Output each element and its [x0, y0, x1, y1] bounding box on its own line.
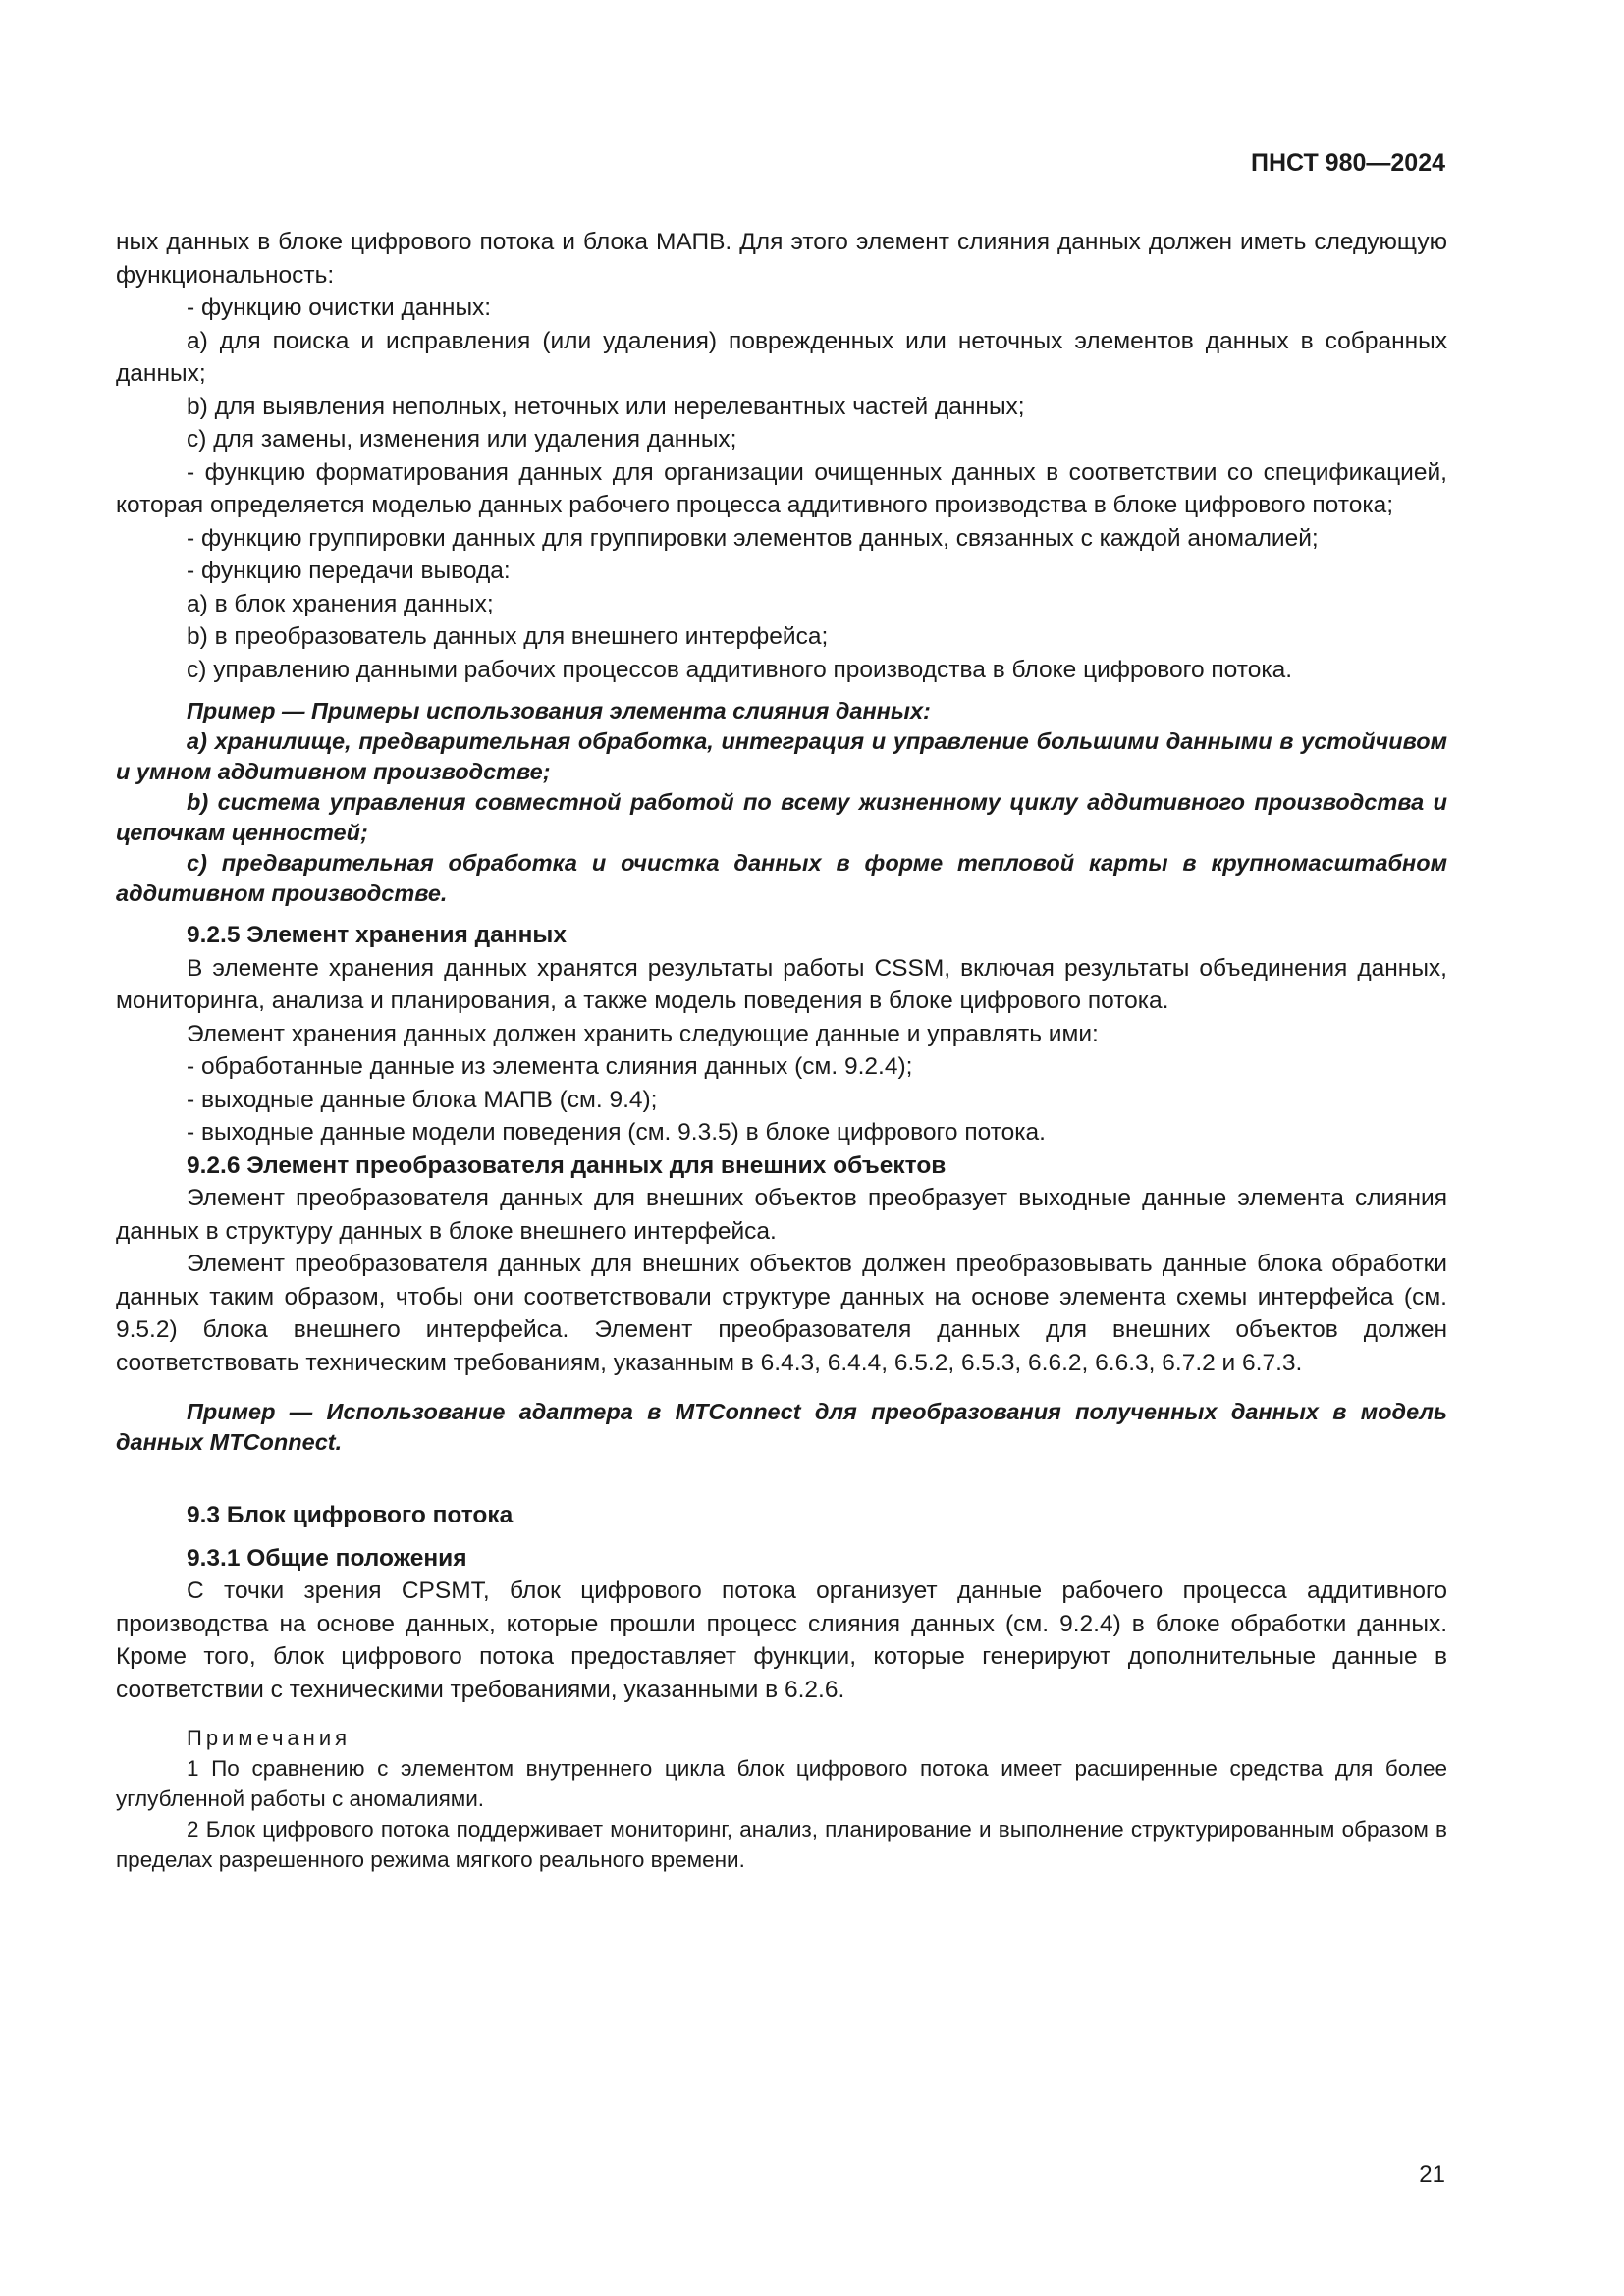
- list-item: b) в преобразователь данных для внешнего интерфейса;: [187, 623, 829, 650]
- section-heading-9-3-1: 9.3.1 Общие положения: [187, 1544, 467, 1572]
- list-item: - функцию группировки данных для группировки элементов данных, связанных с каждой аномалией;: [187, 524, 1319, 552]
- list-item: с) управлению данными рабочих процессов аддитивного производства в блоке цифрового потока.: [187, 656, 1293, 683]
- section-heading-9-2-5: 9.2.5 Элемент хранения данных: [187, 922, 567, 948]
- spacer: [116, 909, 1447, 919]
- example-item: b) система управления совместной работой по всему жизненному циклу аддитивного производства и цепочкам ценностей;: [116, 789, 1447, 845]
- paragraph: Элемент хранения данных должен хранить следующие данные и управлять ими:: [187, 1020, 1099, 1047]
- list-item: - функцию передачи вывода:: [187, 558, 511, 584]
- list-item: - функцию очистки данных:: [187, 294, 492, 321]
- example-title: Пример — Использование адаптера в MTConnect для преобразования полученных данных в модель данных MTConnect.: [116, 1399, 1447, 1455]
- example-title: Пример — Примеры использования элемента слияния данных:: [187, 698, 931, 723]
- list-item: - функцию форматирования данных для организации очищенных данных в соответствии со спецификацией, которая определяется моделью данных рабочего процесса аддитивного производства в блоке цифрового потока;: [116, 458, 1447, 518]
- paragraph: Элемент преобразователя данных для внешних объектов преобразует выходные данные элемента слияния данных в структуру данных в блоке внешнего интерфейса.: [116, 1185, 1447, 1245]
- spacer: [116, 1458, 1447, 1499]
- section-heading-9-3: 9.3 Блок цифрового потока: [187, 1502, 514, 1528]
- paragraph: Элемент преобразователя данных для внешних объектов должен преобразовывать данные блока обработки данных таким образом, чтобы они соответствовали структуре данных на основе элемента схемы интерфейса (см. 9.5.2) блока внешнего интерфейса. Элемент преобразователя данных для внешних объектов должен соответствовать техническим требованиям, указанным в 6.4.3, 6.4.4, 6.5.2, 6.5.3, 6.6.2, 6.6.3, 6.7.2 и 6.7.3.: [116, 1251, 1447, 1376]
- paragraph: В элементе хранения данных хранятся результаты работы CSSM, включая результаты объединения данных, мониторинга, анализа и планирования, а также модель поведения в блоке цифрового потока.: [116, 954, 1447, 1014]
- note-item: 2 Блок цифрового потока поддерживает мониторинг, анализ, планирование и выполнение структурированным образом в пределах разрешенного режима мягкого реального времени.: [116, 1817, 1447, 1872]
- spacer: [116, 686, 1447, 696]
- document-id-header: ПНСТ 980—2024: [1251, 149, 1445, 177]
- note-item: 1 По сравнению с элементом внутреннего цикла блок цифрового потока имеет расширенные средства для более углубленной работы с аномалиями.: [116, 1756, 1447, 1811]
- spacer: [116, 1532, 1447, 1542]
- example-item: с) предварительная обработка и очистка данных в форме тепловой карты в крупномасштабном аддитивном производстве.: [116, 850, 1447, 906]
- example-item: а) хранилище, предварительная обработка, интеграция и управление большими данными в устойчивом и умном аддитивном производстве;: [116, 728, 1447, 784]
- notes-title: Примечания: [187, 1726, 352, 1750]
- list-item: а) в блок хранения данных;: [187, 590, 494, 617]
- page-number: 21: [1419, 2162, 1445, 2188]
- list-item: - обработанные данные из элемента слияния данных (см. 9.2.4);: [187, 1053, 913, 1080]
- list-item: - выходные данные блока МАПВ (см. 9.4);: [187, 1086, 658, 1113]
- list-item: с) для замены, изменения или удаления данных;: [187, 426, 737, 453]
- list-item: а) для поиска и исправления (или удаления) поврежденных или неточных элементов данных в собранных данных;: [116, 327, 1447, 387]
- paragraph: С точки зрения CPSMT, блок цифрового потока организует данные рабочего процесса аддитивного производства на основе данных, которые прошли процесс слияния данных (см. 9.2.4) в блоке обработки данных. Кроме того, блок цифрового потока предоставляет функции, которые генерируют дополнительные данные в соответствии с техническими требованиями, указанными в 6.2.6.: [116, 1577, 1447, 1703]
- list-item: b) для выявления неполных, неточных или нерелевантных частей данных;: [187, 393, 1025, 420]
- paragraph-continuation: ных данных в блоке цифрового потока и блока МАПВ. Для этого элемент слияния данных должен иметь следующую функциональность:: [116, 229, 1447, 289]
- page-content: [116, 226, 1447, 1875]
- spacer: [116, 1706, 1447, 1724]
- list-item: - выходные данные модели поведения (см. 9.3.5) в блоке цифрового потока.: [187, 1119, 1046, 1146]
- section-heading-9-2-6: 9.2.6 Элемент преобразователя данных для внешних объектов: [187, 1151, 947, 1179]
- spacer: [116, 1379, 1447, 1397]
